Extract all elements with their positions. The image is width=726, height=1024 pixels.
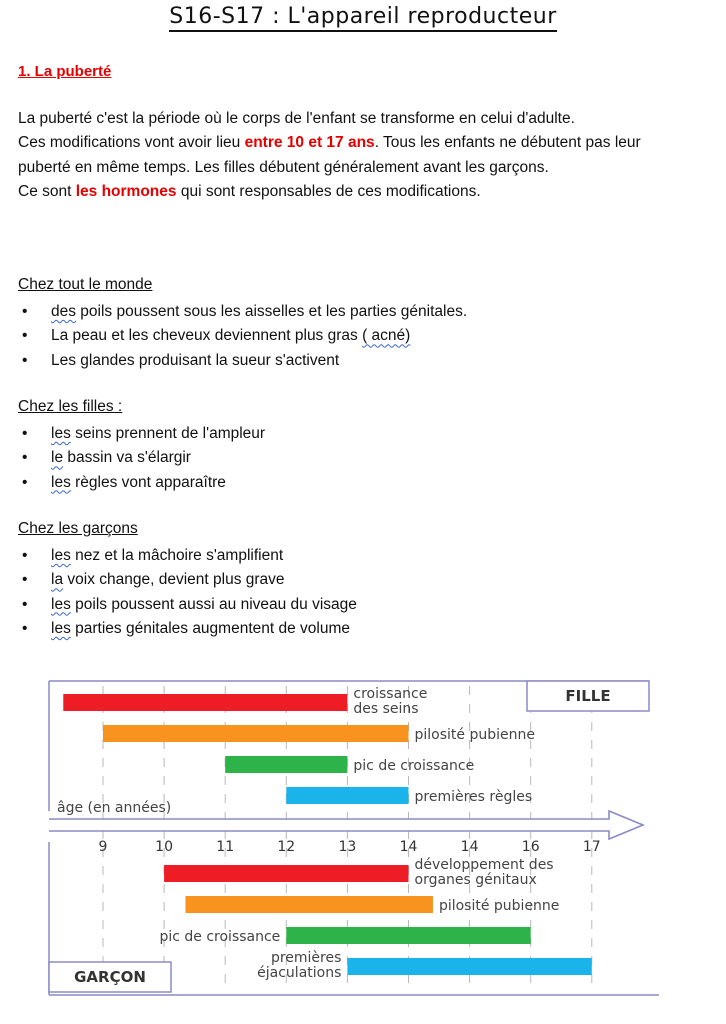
- subheading-girls: Chez les filles :: [18, 398, 123, 415]
- tick-label: 16: [521, 839, 540, 855]
- list-item: • les parties génitales augmentent de volume: [18, 617, 357, 641]
- fille-bar: [225, 756, 347, 773]
- garcon-bar-label: premières: [270, 950, 342, 966]
- list-boys: [18, 544, 357, 641]
- fille-bar: [103, 725, 409, 742]
- list-item: • les poils poussent aussi au niveau du visage: [18, 593, 357, 617]
- page-title: S16-S17 : L'appareil reproducteur: [0, 4, 726, 29]
- garcon-label: GARÇON: [74, 968, 146, 986]
- fille-label: FILLE: [565, 687, 611, 705]
- garcon-bar-label: pic de croissance: [159, 929, 281, 945]
- subheading-boys: Chez les garçons: [18, 520, 138, 537]
- section-heading-puberte: 1. La puberté: [18, 63, 112, 80]
- list-item: • Les glandes produisant la sueur s'activent: [18, 349, 467, 373]
- intro-paragraph-1: La puberté c'est la période où le corps de l'enfant se transforme en celui d'adulte.: [18, 110, 575, 127]
- garcon-bar-label: développement des: [414, 857, 554, 873]
- tick-label: 10: [155, 839, 174, 855]
- tick-label: 13: [338, 839, 357, 855]
- fille-bar-label: pilosité pubienne: [414, 727, 535, 743]
- list-item: • La peau et les cheveux deviennent plus gras ( acné): [18, 324, 467, 348]
- tick-label: 14: [399, 839, 418, 855]
- list-everyone: [18, 300, 467, 373]
- intro-paragraph-3: Ce sont les hormones qui sont responsables de ces modifications.: [18, 182, 481, 200]
- garcon-bar-label: éjaculations: [257, 965, 342, 981]
- fille-bar-label: premières règles: [414, 789, 533, 805]
- intro-text: [18, 107, 668, 204]
- tick-label: 12: [277, 839, 296, 855]
- age-range-highlight: entre 10 et 17 ans: [244, 134, 375, 152]
- garcon-bar: [347, 958, 591, 975]
- list-item: • les seins prennent de l'ampleur: [18, 422, 265, 446]
- fille-bar-label: pic de croissance: [353, 758, 475, 774]
- list-girls: [18, 422, 265, 495]
- hormones-highlight: les hormones: [75, 182, 177, 200]
- list-item: • des poils poussent sous les aisselles et les parties génitales.: [18, 300, 467, 324]
- fille-bar-label: croissance: [353, 686, 428, 702]
- intro-paragraph-2: Ces modifications vont avoir lieu entre 10 et 17 ans. Tous les enfants ne débutent pas leur puberté en même temps. Les filles débutent généralement avant les garçons.: [18, 134, 641, 176]
- garcon-bar-label: pilosité pubienne: [438, 898, 560, 914]
- tick-label: 9: [98, 839, 108, 855]
- fille-bar-label: des seins: [353, 701, 419, 717]
- fille-bar: [63, 694, 347, 711]
- garcon-bar: [286, 927, 530, 944]
- list-item: • les nez et la mâchoire s'amplifient: [18, 544, 357, 568]
- fille-bar: [286, 787, 408, 804]
- garcon-bar: [164, 865, 408, 882]
- subheading-everyone: Chez tout le monde: [18, 276, 153, 293]
- list-item: • les règles vont apparaître: [18, 471, 265, 495]
- tick-label: 17: [582, 839, 601, 855]
- garcon-bar-label: organes génitaux: [414, 872, 537, 888]
- puberty-timeline-chart: [37, 668, 662, 1003]
- garcon-bar: [185, 896, 432, 913]
- axis-label: âge (en années): [57, 800, 172, 816]
- tick-label: 14: [460, 839, 479, 855]
- list-item: • le bassin va s'élargir: [18, 446, 265, 470]
- list-item: • la voix change, devient plus grave: [18, 568, 357, 592]
- tick-label: 11: [216, 839, 235, 855]
